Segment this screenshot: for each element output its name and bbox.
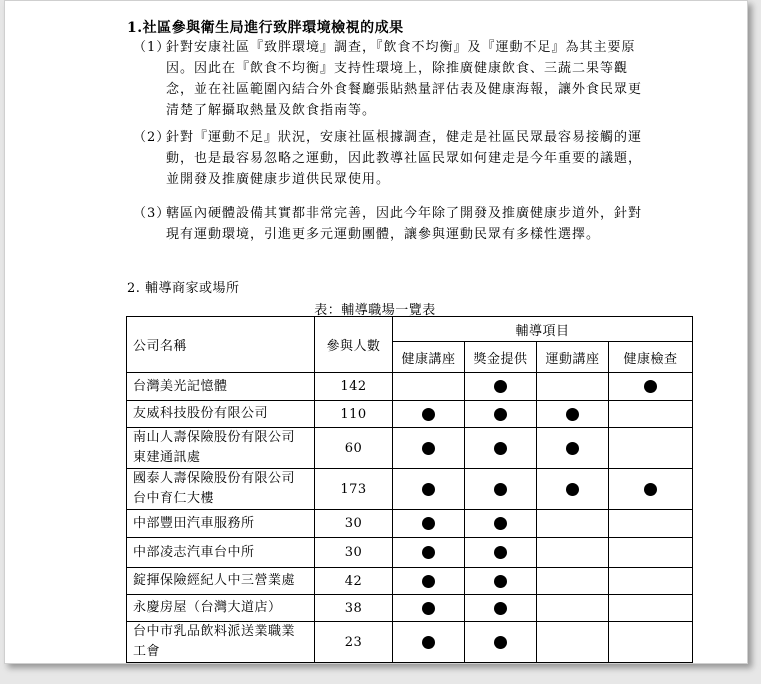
filled-circle-icon (422, 546, 435, 559)
header-health-check: 健康檢查 (609, 342, 693, 373)
document-page (4, 0, 748, 664)
mark-cell (609, 568, 693, 595)
table-caption: 表：輔導職場一覽表 (314, 303, 436, 318)
participants-cell: 42 (315, 568, 393, 595)
mark-cell (393, 401, 465, 428)
company-name-cell: 台灣美光記憶體 (127, 373, 315, 401)
item-text: 針對『運動不足』狀況，安康社區根據調查，健走是社區民眾最容易接觸的運動，也是最容易忽略之運動，因此教導社區民眾如何建走是今年重要的議題，並開發及推廣健康步道供民眾使用。 (166, 130, 643, 187)
filled-circle-icon (422, 442, 435, 455)
company-name-cell: 國泰人壽保險股份有限公司台中育仁大樓 (127, 469, 315, 510)
mark-cell (537, 469, 609, 510)
participants-cell: 23 (315, 622, 393, 663)
mark-cell (537, 428, 609, 469)
filled-circle-icon (494, 575, 507, 588)
filled-circle-icon (494, 483, 507, 496)
filled-circle-icon (566, 483, 579, 496)
paragraph-item-2 (133, 127, 643, 190)
participants-cell: 60 (315, 428, 393, 469)
table-row (127, 401, 693, 428)
workplace-table (126, 316, 693, 663)
mark-cell (537, 568, 609, 595)
item-number: （1） (133, 40, 171, 55)
table-row (127, 469, 693, 510)
table-row (127, 595, 693, 622)
section-heading-2: 2. 輔導商家或場所 (127, 281, 240, 296)
table-body (127, 373, 693, 663)
table-row (127, 510, 693, 538)
header-exercise-lecture: 運動講座 (537, 342, 609, 373)
participants-cell: 38 (315, 595, 393, 622)
filled-circle-icon (422, 575, 435, 588)
filled-circle-icon (644, 380, 657, 393)
mark-cell (609, 538, 693, 568)
mark-cell (393, 428, 465, 469)
header-company-name: 公司名稱 (127, 317, 315, 373)
section-heading-1: 1.社區參與衛生局進行致胖環境檢視的成果 (127, 20, 404, 36)
mark-cell (537, 538, 609, 568)
mark-cell (609, 510, 693, 538)
table-row (127, 538, 693, 568)
participants-cell: 30 (315, 538, 393, 568)
item-number: （2） (133, 130, 171, 145)
mark-cell (465, 469, 537, 510)
filled-circle-icon (494, 636, 507, 649)
company-name-cell: 友威科技股份有限公司 (127, 401, 315, 428)
mark-cell (393, 373, 465, 401)
mark-cell (465, 428, 537, 469)
header-health-lecture: 健康講座 (393, 342, 465, 373)
mark-cell (609, 428, 693, 469)
header-participants: 參與人數 (315, 317, 393, 373)
table-row (127, 622, 693, 663)
mark-cell (393, 595, 465, 622)
filled-circle-icon (422, 602, 435, 615)
mark-cell (537, 595, 609, 622)
table-row (127, 428, 693, 469)
participants-cell: 110 (315, 401, 393, 428)
mark-cell (537, 373, 609, 401)
header-guidance-items: 輔導項目 (393, 317, 693, 342)
header-bonus: 獎金提供 (465, 342, 537, 373)
filled-circle-icon (494, 408, 507, 421)
company-name-cell: 台中市乳品飲料派送業職業工會 (127, 622, 315, 663)
company-name-cell: 中部豐田汽車服務所 (127, 510, 315, 538)
mark-cell (465, 568, 537, 595)
filled-circle-icon (422, 408, 435, 421)
mark-cell (393, 622, 465, 663)
mark-cell (465, 373, 537, 401)
participants-cell: 142 (315, 373, 393, 401)
participants-cell: 30 (315, 510, 393, 538)
item-text: 針對安康社區『致胖環境』調查，『飲食不均衡』及『運動不足』為其主要原因。因此在『飲食不均衡』支持性環境上，除推廣健康飲食、三蔬二果等觀念，並在社區範圍內結合外食餐廳張貼熱量評估表及健康海報，讓外食民眾更清楚了解攝取熱量及飲食指南等。 (166, 40, 643, 118)
mark-cell (609, 622, 693, 663)
participants-cell: 173 (315, 469, 393, 510)
company-name-cell: 錠揮保險經紀人中三營業處 (127, 568, 315, 595)
mark-cell (393, 568, 465, 595)
mark-cell (609, 401, 693, 428)
mark-cell (393, 510, 465, 538)
mark-cell (465, 401, 537, 428)
filled-circle-icon (494, 380, 507, 393)
mark-cell (609, 373, 693, 401)
mark-cell (465, 595, 537, 622)
mark-cell (465, 510, 537, 538)
filled-circle-icon (422, 483, 435, 496)
mark-cell (393, 538, 465, 568)
company-name-cell: 永慶房屋（台灣大道店） (127, 595, 315, 622)
company-name-cell: 中部凌志汽車台中所 (127, 538, 315, 568)
filled-circle-icon (494, 442, 507, 455)
mark-cell (537, 510, 609, 538)
paragraph-item-1 (133, 37, 643, 121)
mark-cell (537, 622, 609, 663)
mark-cell (393, 469, 465, 510)
mark-cell (609, 595, 693, 622)
table-row (127, 373, 693, 401)
company-name-cell: 南山人壽保險股份有限公司東建通訊處 (127, 428, 315, 469)
item-number: （3） (133, 206, 171, 221)
paragraph-item-3 (133, 203, 643, 245)
filled-circle-icon (644, 483, 657, 496)
filled-circle-icon (494, 602, 507, 615)
table-row (127, 568, 693, 595)
filled-circle-icon (566, 442, 579, 455)
mark-cell (609, 469, 693, 510)
filled-circle-icon (566, 408, 579, 421)
filled-circle-icon (494, 546, 507, 559)
mark-cell (537, 401, 609, 428)
mark-cell (465, 622, 537, 663)
filled-circle-icon (422, 636, 435, 649)
filled-circle-icon (494, 517, 507, 530)
filled-circle-icon (422, 517, 435, 530)
mark-cell (465, 538, 537, 568)
item-text: 轄區內硬體設備其實都非常完善，因此今年除了開發及推廣健康步道外，針對現有運動環境，引進更多元運動團體，讓參與運動民眾有多樣性選擇。 (166, 206, 643, 242)
